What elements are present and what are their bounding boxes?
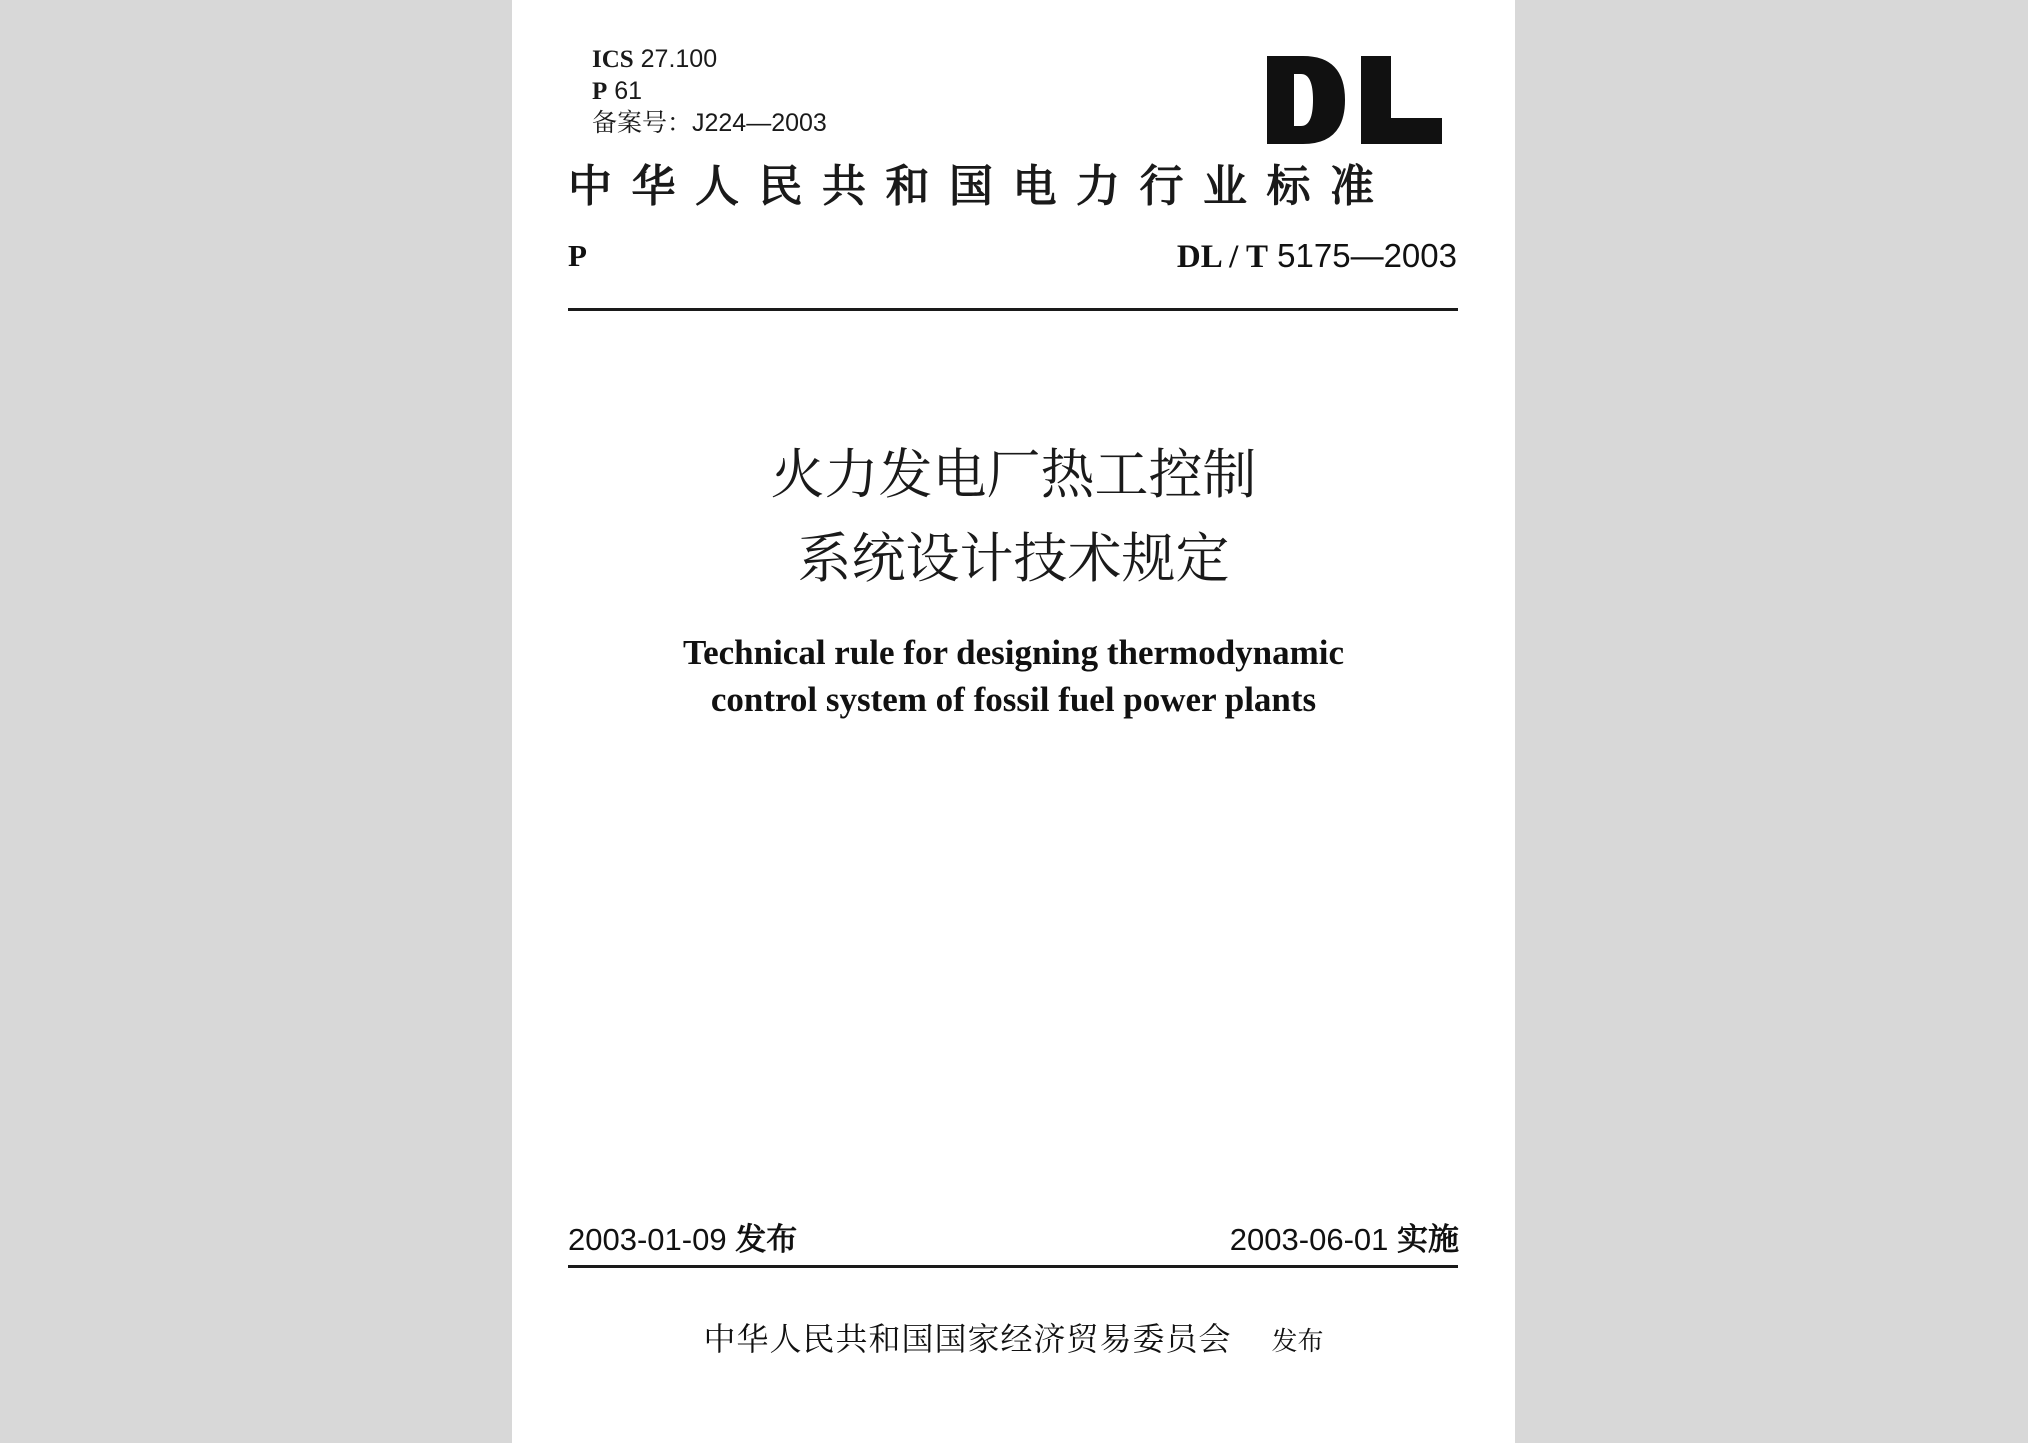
ics-label: ICS [592,46,634,73]
standard-code-number: 5175—2003 [1277,237,1457,274]
category-letter: P [568,238,587,273]
effective-label: 实施 [1397,1222,1459,1257]
effective-date-value: 2003-06-01 [1229,1222,1389,1257]
publisher-name: 中华人民共和国国家经济贸易委员会 [703,1321,1232,1357]
effective-date [1230,1220,1459,1260]
title-cn-line-2: 系统设计技术规定 [797,529,1230,589]
title-en-line-1: Technical rule for designing thermodynamic [682,633,1345,672]
publisher [512,1318,1515,1362]
classification-label: P [592,78,608,105]
standard-heading: 中华人民共和国电力行业标准 [568,162,1394,211]
publisher-action: 发布 [1271,1326,1324,1356]
record-number: 备案号：J224—2003 [592,109,827,137]
classification-code-line [592,76,642,107]
title-cn-line-1: 火力发电厂热工控制 [770,445,1257,505]
issue-date-value: 2003-01-09 [568,1222,727,1257]
classification-code: 61 [614,77,643,105]
title-en-line-2: control system of fossil fuel power plants [710,680,1317,719]
standard-number [1177,236,1457,277]
document-page [512,0,1515,1443]
bottom-divider [568,1265,1458,1268]
top-divider [568,308,1458,311]
standard-code-prefix: DL / T [1176,239,1268,275]
ics-code-line [592,44,717,75]
issue-label: 发布 [735,1222,798,1257]
issue-date [568,1220,797,1260]
dl-logo [1267,56,1442,144]
ics-code: 27.100 [640,45,718,73]
